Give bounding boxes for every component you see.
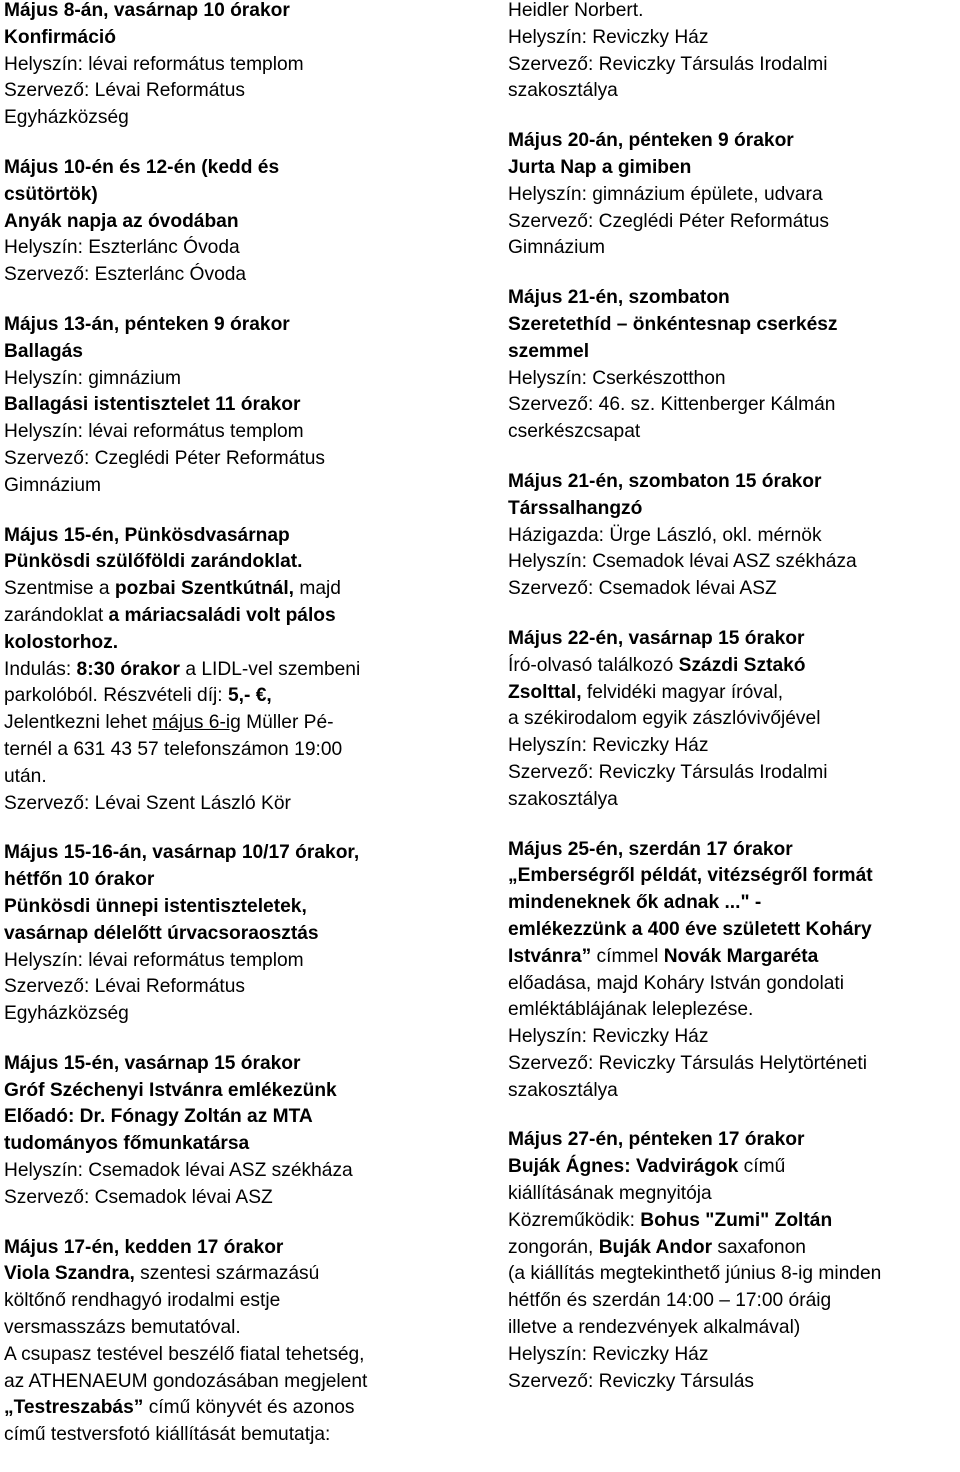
bold-text: Május 17-én, kedden 17 órakor bbox=[4, 1236, 284, 1258]
bold-text: Ballagási istentisztelet 11 órakor bbox=[4, 394, 301, 416]
event-entry bbox=[508, 0, 958, 105]
event-line bbox=[4, 0, 482, 25]
event-entry bbox=[508, 837, 958, 1105]
event-line bbox=[508, 1078, 958, 1105]
event-line bbox=[508, 285, 958, 312]
text: Író-olvasó találkozó bbox=[508, 654, 679, 676]
bold-text: Viola Szandra, bbox=[4, 1263, 135, 1285]
event-line bbox=[4, 339, 482, 366]
text: Gimnázium bbox=[508, 237, 606, 259]
event-line bbox=[4, 209, 482, 236]
event-line bbox=[508, 997, 958, 1024]
bold-text: vasárnap délelőtt úrvacsoraosztás bbox=[4, 922, 319, 944]
text: Szentmise a bbox=[4, 578, 115, 600]
event-line bbox=[4, 974, 482, 1001]
right-column bbox=[508, 0, 958, 1418]
bold-text: Szeretethíd – önkéntesnap cserkész bbox=[508, 313, 838, 335]
event-line bbox=[508, 944, 958, 971]
bold-text: Május 15-16-án, vasárnap 10/17 órakor, bbox=[4, 842, 360, 864]
event-line bbox=[4, 1104, 482, 1131]
event-line bbox=[508, 235, 958, 262]
text: Helyszín: Reviczky Ház bbox=[508, 1343, 709, 1365]
text: illetve a rendezvények alkalmával) bbox=[508, 1317, 801, 1339]
text: Egyházközség bbox=[4, 1003, 129, 1025]
text: Helyszín: Reviczky Ház bbox=[508, 26, 709, 48]
event-line bbox=[508, 863, 958, 890]
event-entry bbox=[508, 1127, 958, 1395]
text: zongorán, bbox=[508, 1236, 599, 1258]
bold-text: szemmel bbox=[508, 340, 590, 362]
event-line bbox=[508, 1127, 958, 1154]
bold-text: Anyák napja az óvodában bbox=[4, 210, 239, 232]
event-line bbox=[4, 791, 482, 818]
text: Gimnázium bbox=[4, 474, 102, 496]
event-line bbox=[4, 840, 482, 867]
bold-text: Május 21-én, szombaton 15 órakor bbox=[508, 470, 822, 492]
event-line bbox=[508, 1051, 958, 1078]
event-line bbox=[4, 1235, 482, 1262]
bold-text: „Testreszabás” bbox=[4, 1397, 144, 1419]
event-line bbox=[508, 787, 958, 814]
text: Helyszín: Eszterlánc Óvoda bbox=[4, 237, 240, 259]
event-line bbox=[508, 52, 958, 79]
bold-text: Gróf Széchenyi Istvánra emlékezünk bbox=[4, 1079, 337, 1101]
event-line bbox=[508, 312, 958, 339]
event-line bbox=[4, 523, 482, 550]
bold-text: Május 15-én, vasárnap 15 órakor bbox=[4, 1052, 301, 1074]
text: Helyszín: Cserkészotthon bbox=[508, 367, 726, 389]
event-line bbox=[4, 1422, 482, 1449]
event-line bbox=[508, 576, 958, 603]
bold-text: Május 27-én, pénteken 17 órakor bbox=[508, 1129, 805, 1151]
event-line bbox=[508, 706, 958, 733]
text: Egyházközség bbox=[4, 107, 129, 129]
bold-text: tudományos főmunkatársa bbox=[4, 1133, 250, 1155]
bold-text: „Emberségről példát, vitézségről formát bbox=[508, 865, 873, 887]
text: előadása, majd Koháry István gondolati bbox=[508, 972, 844, 994]
text: Szervező: Reviczky Társulás bbox=[508, 1370, 754, 1392]
event-line bbox=[4, 1395, 482, 1422]
bold-text: Százdi Sztakó bbox=[678, 654, 806, 676]
text: Heidler Norbert. bbox=[508, 0, 644, 21]
text: Házigazda: Ürge László, okl. mérnök bbox=[508, 524, 822, 546]
event-entry bbox=[4, 0, 482, 132]
text: (a kiállítás megtekinthető június 8-ig minden bbox=[508, 1263, 882, 1285]
event-line bbox=[4, 419, 482, 446]
text: Indulás: bbox=[4, 658, 77, 680]
bold-text: 8:30 órakor bbox=[76, 658, 180, 680]
bold-text: Május 15-én, Pünkösdvasárnap bbox=[4, 524, 290, 546]
event-line bbox=[508, 209, 958, 236]
event-line bbox=[508, 128, 958, 155]
event-line bbox=[508, 1235, 958, 1262]
event-line bbox=[4, 603, 482, 630]
text: cserkészcsapat bbox=[508, 421, 641, 443]
event-line bbox=[508, 917, 958, 944]
bold-text: Jurta Nap a gimiben bbox=[508, 156, 692, 178]
text: szakosztálya bbox=[508, 788, 618, 810]
event-line bbox=[4, 1288, 482, 1315]
event-line bbox=[508, 1315, 958, 1342]
event-line bbox=[508, 680, 958, 707]
event-line bbox=[4, 78, 482, 105]
event-line bbox=[508, 78, 958, 105]
text: című könyvét és azonos bbox=[143, 1397, 355, 1419]
text: a LIDL-vel szembeni bbox=[180, 658, 361, 680]
event-line bbox=[508, 469, 958, 496]
event-entry bbox=[4, 312, 482, 500]
bold-text: Ballagás bbox=[4, 340, 83, 362]
text: Szervező: Eszterlánc Óvoda bbox=[4, 264, 247, 286]
event-line bbox=[4, 683, 482, 710]
event-entry bbox=[4, 840, 482, 1028]
bold-text: 5,- €, bbox=[227, 685, 272, 707]
bold-text: Novák Margaréta bbox=[663, 945, 819, 967]
event-line bbox=[4, 155, 482, 182]
bold-text: Május 13-án, pénteken 9 órakor bbox=[4, 313, 290, 335]
bold-text: hétfőn 10 órakor bbox=[4, 869, 155, 891]
event-entry bbox=[508, 128, 958, 262]
event-line bbox=[4, 630, 482, 657]
event-line bbox=[4, 576, 482, 603]
event-entry bbox=[4, 1051, 482, 1212]
event-line bbox=[4, 392, 482, 419]
text: szakosztálya bbox=[508, 1079, 618, 1101]
text: zarándoklat bbox=[4, 604, 109, 626]
text: Helyszín: lévai református templom bbox=[4, 949, 304, 971]
event-line bbox=[508, 1181, 958, 1208]
event-entry bbox=[508, 626, 958, 814]
event-line bbox=[4, 921, 482, 948]
bold-text: Pünkösdi szülőföldi zarándoklat. bbox=[4, 551, 303, 573]
text: saxafonon bbox=[712, 1236, 806, 1258]
event-line bbox=[4, 182, 482, 209]
bold-text: Pünkösdi ünnepi istentiszteletek, bbox=[4, 895, 307, 917]
event-line bbox=[4, 657, 482, 684]
event-line bbox=[508, 1154, 958, 1181]
event-line bbox=[508, 837, 958, 864]
bold-text: Bohus "Zumi" Zoltán bbox=[640, 1209, 833, 1231]
event-line bbox=[508, 523, 958, 550]
event-line bbox=[508, 733, 958, 760]
event-line bbox=[508, 366, 958, 393]
text: az ATHENAEUM gondozásában megjelent bbox=[4, 1370, 368, 1392]
event-entry bbox=[4, 1235, 482, 1449]
event-line bbox=[508, 496, 958, 523]
event-line bbox=[508, 760, 958, 787]
text: Helyszín: Csemadok lévai ASZ székháza bbox=[508, 551, 857, 573]
event-line bbox=[4, 710, 482, 737]
text: Müller Pé- bbox=[240, 712, 334, 734]
bold-text: pozbai Szentkútnál, bbox=[114, 578, 295, 600]
bold-text: Buják Ágnes: Vadvirágok bbox=[508, 1156, 739, 1178]
bold-text: Május 10-én és 12-én (kedd és bbox=[4, 156, 280, 178]
text: Helyszín: lévai református templom bbox=[4, 53, 304, 75]
event-line bbox=[4, 867, 482, 894]
text: Helyszín: Reviczky Ház bbox=[508, 735, 709, 757]
text: Jelentkezni lehet bbox=[4, 712, 153, 734]
bold-text: Május 8-án, vasárnap 10 órakor bbox=[4, 0, 290, 21]
text: majd bbox=[294, 578, 341, 600]
bold-text: Előadó: Dr. Fónagy Zoltán az MTA bbox=[4, 1106, 313, 1128]
text: ternél a 631 43 57 telefonszámon 19:00 bbox=[4, 738, 343, 760]
text: című testversfotó kiállítását bemutatja: bbox=[4, 1424, 331, 1446]
bold-text: Május 22-én, vasárnap 15 órakor bbox=[508, 627, 805, 649]
bold-text: Május 21-én, szombaton bbox=[508, 287, 730, 309]
text: Szervező: Lévai Református bbox=[4, 80, 246, 102]
event-entry bbox=[4, 523, 482, 818]
event-line bbox=[4, 549, 482, 576]
text: című bbox=[738, 1156, 786, 1178]
text: május 6-ig bbox=[152, 712, 241, 734]
bold-text: csütörtök) bbox=[4, 183, 98, 205]
event-line bbox=[4, 1078, 482, 1105]
text: szakosztálya bbox=[508, 80, 618, 102]
event-line bbox=[508, 626, 958, 653]
event-line bbox=[4, 948, 482, 975]
event-line bbox=[508, 0, 958, 25]
text: költőnő rendhagyó irodalmi estje bbox=[4, 1290, 281, 1312]
text: Helyszín: Reviczky Ház bbox=[508, 1026, 709, 1048]
text: címmel bbox=[591, 945, 664, 967]
event-line bbox=[4, 1315, 482, 1342]
event-line bbox=[4, 105, 482, 132]
bold-text: a máriacsaládi volt pálos bbox=[108, 604, 336, 626]
text: Közreműködik: bbox=[508, 1209, 641, 1231]
event-line bbox=[508, 1208, 958, 1235]
event-line bbox=[508, 1369, 958, 1396]
event-line bbox=[508, 339, 958, 366]
text: Helyszín: gimnázium épülete, udvara bbox=[508, 183, 823, 205]
event-line bbox=[508, 653, 958, 680]
event-line bbox=[508, 155, 958, 182]
event-line bbox=[4, 1185, 482, 1212]
event-entry bbox=[508, 469, 958, 603]
event-line bbox=[508, 25, 958, 52]
event-line bbox=[4, 1369, 482, 1396]
event-line bbox=[508, 1261, 958, 1288]
event-line bbox=[4, 52, 482, 79]
left-column bbox=[4, 0, 482, 1472]
event-line bbox=[4, 1131, 482, 1158]
event-line bbox=[4, 1261, 482, 1288]
text: Helyszín: Csemadok lévai ASZ székháza bbox=[4, 1160, 353, 1182]
text: versmasszázs bemutatóval. bbox=[4, 1317, 241, 1339]
event-line bbox=[508, 1024, 958, 1051]
text: Szervező: Reviczky Társulás Helytörténeti bbox=[508, 1052, 868, 1074]
bold-text: Buják Andor bbox=[598, 1236, 713, 1258]
event-line bbox=[508, 549, 958, 576]
text: Szervező: Reviczky Társulás Irodalmi bbox=[508, 761, 828, 783]
bold-text: mindeneknek ők adnak ..." - bbox=[508, 892, 762, 914]
text: kiállításának megnyitója bbox=[508, 1183, 712, 1205]
event-line bbox=[4, 894, 482, 921]
text: Szervező: Csemadok lévai ASZ bbox=[4, 1186, 273, 1208]
text: Helyszín: gimnázium bbox=[4, 367, 182, 389]
text: Szervező: Czeglédi Péter Református bbox=[4, 447, 325, 469]
event-line bbox=[4, 312, 482, 339]
text: után. bbox=[4, 765, 47, 787]
text: hétfőn és szerdán 14:00 – 17:00 óráig bbox=[508, 1290, 832, 1312]
event-line bbox=[4, 1158, 482, 1185]
event-line bbox=[4, 737, 482, 764]
event-line bbox=[4, 25, 482, 52]
event-line bbox=[4, 1051, 482, 1078]
event-line bbox=[508, 971, 958, 998]
bold-text: kolostorhoz. bbox=[4, 631, 119, 653]
bold-text: emlékezzünk a 400 éve született Koháry bbox=[508, 918, 872, 940]
event-line bbox=[508, 182, 958, 209]
bold-text: Istvánra” bbox=[508, 945, 592, 967]
text: szentesi származású bbox=[134, 1263, 320, 1285]
bold-text: Társsalhangzó bbox=[508, 497, 643, 519]
text: a székirodalom egyik zászlóvivőjével bbox=[508, 708, 821, 730]
event-line bbox=[4, 446, 482, 473]
event-line bbox=[508, 419, 958, 446]
bold-text: Május 20-án, pénteken 9 órakor bbox=[508, 130, 794, 152]
event-line bbox=[4, 1342, 482, 1369]
event-line bbox=[508, 392, 958, 419]
text: A csupasz testével beszélő fiatal tehetség, bbox=[4, 1343, 365, 1365]
bold-text: Zsolttal, bbox=[508, 681, 582, 703]
event-line bbox=[4, 235, 482, 262]
event-entry bbox=[508, 285, 958, 446]
event-line bbox=[4, 262, 482, 289]
text: felvidéki magyar íróval, bbox=[581, 681, 784, 703]
event-line bbox=[4, 1001, 482, 1028]
bold-text: Május 25-én, szerdán 17 órakor bbox=[508, 838, 793, 860]
text: Szervező: Lévai Református bbox=[4, 976, 246, 998]
text: Szervező: Lévai Szent László Kör bbox=[4, 792, 291, 814]
text: parkolóból. Részvételi díj: bbox=[4, 685, 228, 707]
event-line bbox=[4, 473, 482, 500]
event-line bbox=[508, 890, 958, 917]
event-line bbox=[508, 1288, 958, 1315]
text: Helyszín: lévai református templom bbox=[4, 421, 304, 443]
text: Szervező: 46. sz. Kittenberger Kálmán bbox=[508, 394, 836, 416]
event-line bbox=[4, 764, 482, 791]
bold-text: Konfirmáció bbox=[4, 26, 116, 48]
event-line bbox=[4, 366, 482, 393]
event-entry bbox=[4, 155, 482, 289]
event-line bbox=[508, 1342, 958, 1369]
text: emléktáblájának leleplezése. bbox=[508, 999, 754, 1021]
text: Szervező: Csemadok lévai ASZ bbox=[508, 578, 777, 600]
text: Szervező: Czeglédi Péter Református bbox=[508, 210, 829, 232]
text: Szervező: Reviczky Társulás Irodalmi bbox=[508, 53, 828, 75]
